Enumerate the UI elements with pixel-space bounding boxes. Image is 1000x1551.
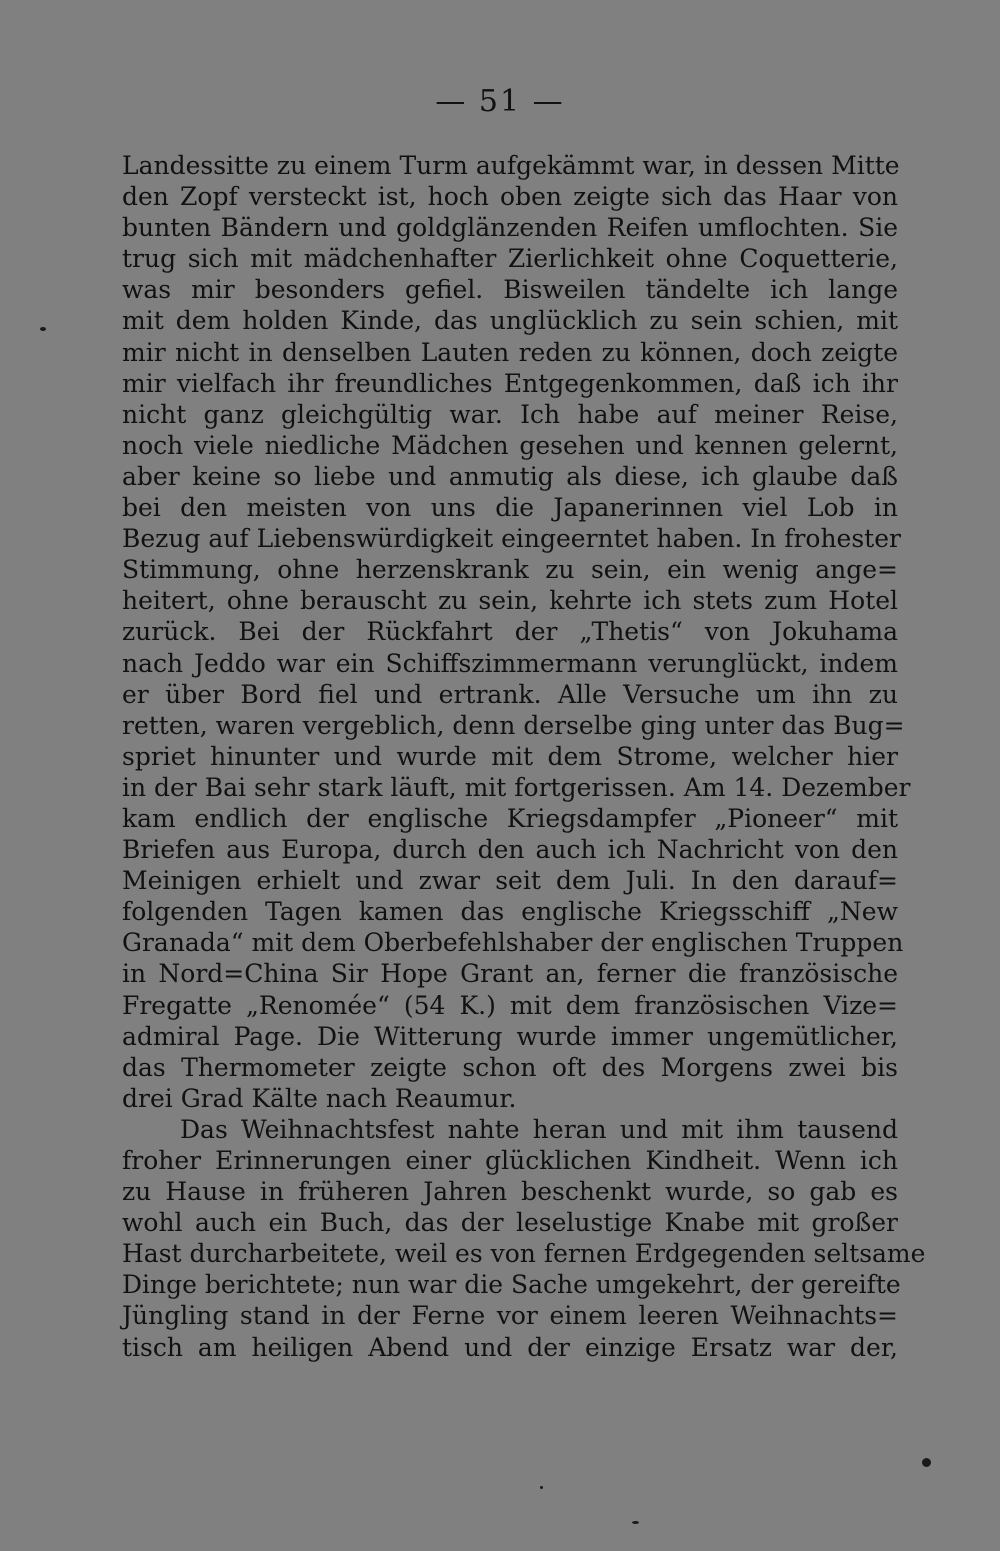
text-line: Landessitte zu einem Turm aufgekämmt war, in dessen Mitte: [122, 151, 900, 180]
text-line: Hast durcharbeitete, weil es von fernen Erdgegenden seltsame: [122, 1239, 926, 1269]
scan-speck: [922, 1458, 931, 1467]
text-line: aber keine so liebe und anmutig als diese, ich glaube daß: [122, 461, 898, 491]
scan-speck: [632, 1521, 639, 1524]
text-line: Stimmung, ohne herzenskrank zu sein, ein wenig ange=: [122, 555, 898, 585]
text-line: kam endlich der englische Kriegsdampfer „Pioneer“ mit: [122, 803, 898, 833]
text-line: mir vielfach ihr freundliches Entgegenkommen, daß ich ihr: [122, 368, 898, 398]
text-line: Briefen aus Europa, durch den auch ich Nachricht von den: [122, 835, 898, 865]
text-line: nach Jeddo war ein Schiffszimmermann verunglückt, indem: [122, 648, 898, 678]
text-line: noch viele niedliche Mädchen gesehen und kennen gelernt,: [122, 430, 898, 460]
text-line: tisch am heiligen Abend und der einzige Ersatz war der,: [122, 1332, 898, 1362]
page-number: — 51 —: [435, 84, 565, 119]
text-line: das Thermometer zeigte schon oft des Morgens zwei bis: [122, 1052, 898, 1082]
scan-speck: [40, 327, 46, 331]
text-line: den Zopf versteckt ist, hoch oben zeigte sich das Haar von: [122, 182, 898, 212]
text-line: zurück. Bei der Rückfahrt der „Thetis“ von Jokuhama: [122, 617, 898, 647]
text-line: Das Weihnachtsfest nahte heran und mit ihm tausend: [180, 1114, 898, 1144]
text-line: Fregatte „Renomée“ (54 K.) mit dem französischen Vize=: [122, 990, 898, 1020]
text-line: er über Bord fiel und ertrank. Alle Versuche um ihn zu: [122, 679, 898, 709]
body-text: [122, 150, 926, 1363]
text-line: bunten Bändern und goldglänzenden Reifen umflochten. Sie: [122, 213, 898, 243]
text-line: heitert, ohne berauscht zu sein, kehrte ich stets zum Hotel: [122, 586, 898, 616]
text-line: wohl auch ein Buch, das der leselustige Knabe mit großer: [122, 1208, 898, 1238]
text-line: retten, waren vergeblich, denn derselbe ging unter das Bug=: [122, 710, 905, 740]
scan-speck: [540, 1486, 543, 1489]
text-line: Jüngling stand in der Ferne vor einem leeren Weihnachts=: [122, 1301, 898, 1331]
text-line: in Nord=China Sir Hope Grant an, ferner die französische: [122, 959, 898, 989]
text-line: spriet hinunter und wurde mit dem Strome, welcher hier: [122, 741, 898, 771]
text-line: Bezug auf Liebenswürdigkeit eingeerntet haben. In frohester: [122, 524, 901, 554]
text-line: was mir besonders gefiel. Bisweilen tändelte ich lange: [122, 275, 898, 305]
text-line: froher Erinnerungen einer glücklichen Kindheit. Wenn ich: [122, 1146, 898, 1175]
text-line: bei den meisten von uns die Japanerinnen viel Lob in: [122, 493, 898, 523]
text-line: mit dem holden Kinde, das unglücklich zu sein schien, mit: [122, 306, 898, 336]
text-line: trug sich mit mädchenhafter Zierlichkeit ohne Coquetterie,: [122, 244, 898, 274]
text-line: Dinge berichtete; nun war die Sache umgekehrt, der gereifte: [122, 1270, 901, 1300]
text-line: in der Bai sehr stark läuft, mit fortgerissen. Am 14. Dezember: [122, 772, 911, 802]
text-line: nicht ganz gleichgültig war. Ich habe auf meiner Reise,: [122, 399, 898, 429]
text-line: admiral Page. Die Witterung wurde immer ungemütlicher,: [122, 1021, 898, 1051]
text-line: folgenden Tagen kamen das englische Kriegsschiff „New: [122, 897, 898, 927]
text-line: Meinigen erhielt und zwar seit dem Juli. In den darauf=: [122, 866, 898, 896]
text-line: mir nicht in denselben Lauten reden zu können, doch zeigte: [122, 337, 898, 367]
text-line: zu Hause in früheren Jahren beschenkt wurde, so gab es: [122, 1177, 898, 1207]
text-line: drei Grad Kälte nach Reaumur.: [122, 1083, 517, 1113]
text-line: Granada“ mit dem Oberbefehlshaber der englischen Truppen: [122, 928, 904, 958]
